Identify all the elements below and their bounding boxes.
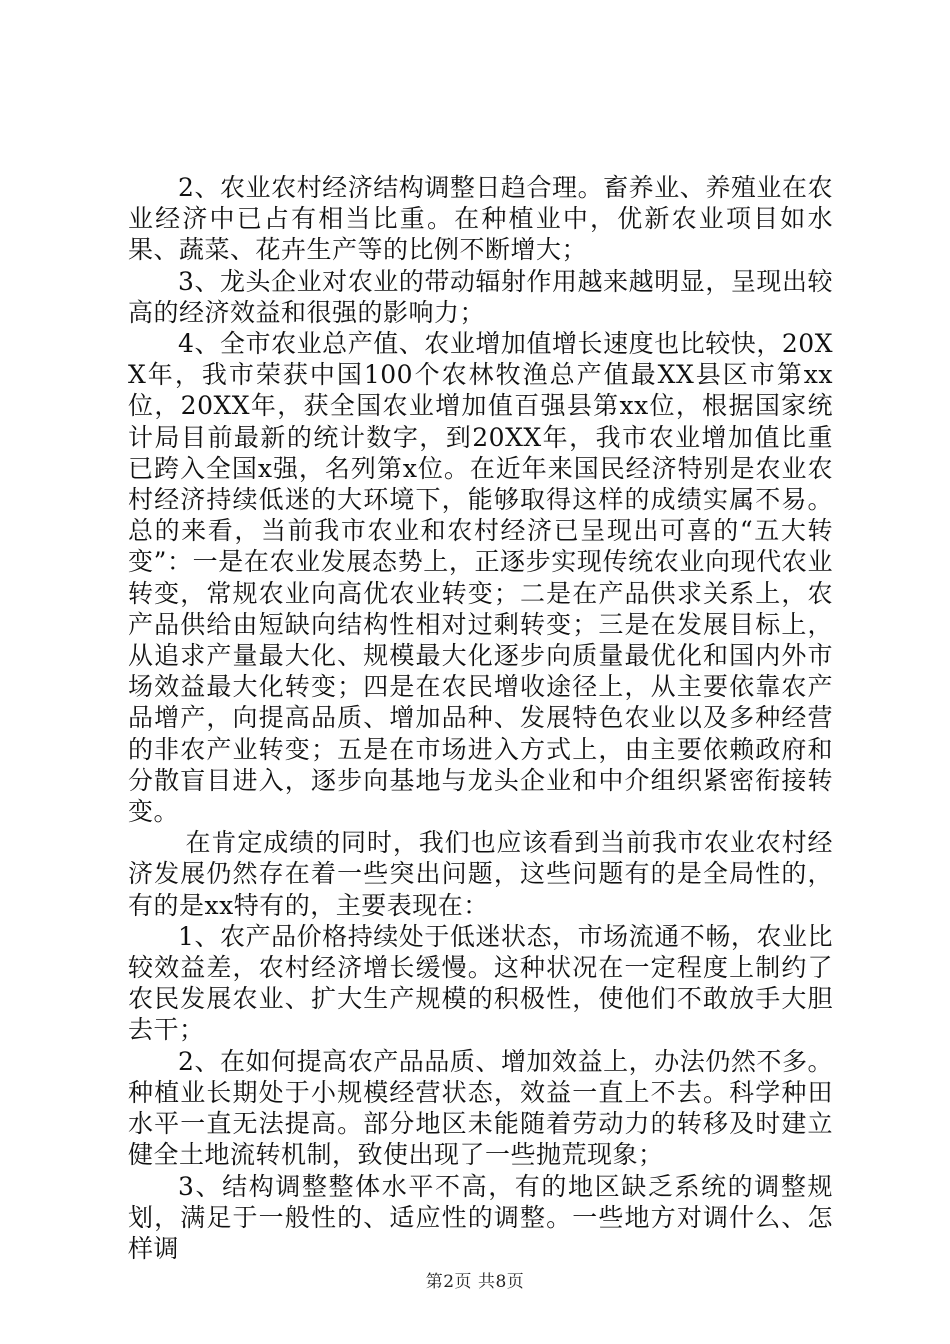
paragraph-problem-prices: 1、农产品价格持续处于低迷状态，市场流通不畅，农业比较效益差，农村经济增长缓慢。这种状况在一定程度上制约了农民发展农业、扩大生产规模的积极性，使他们不敢放手大胆去干； <box>128 921 833 1045</box>
paragraph-problems-intro: 在肯定成绩的同时，我们也应该看到当前我市农业农村经济发展仍然存在着一些突出问题，这些问题有的是全局性的，有的是xx特有的，主要表现在： <box>128 828 833 920</box>
paragraph-problem-structure: 3、结构调整整体水平不高，有的地区缺乏系统的调整规划，满足于一般性的、适应性的调整。一些地方对调什么、怎样调 <box>128 1171 833 1263</box>
paragraph-problem-quality: 2、在如何提高农产品品质、增加效益上，办法仍然不多。种植业长期处于小规模经营状态，效益一直上不去。科学种田水平一直无法提高。部分地区未能随着劳动力的转移及时建立健全土地流转机制，致使出现了一些抛荒现象； <box>128 1046 833 1170</box>
document-body <box>128 172 833 1264</box>
page-footer: 第2页 共8页 <box>425 1272 525 1292</box>
paragraph-leading-enterprises: 3、龙头企业对农业的带动辐射作用越来越明显，呈现出较高的经济效益和很强的影响力； <box>128 266 833 327</box>
paragraph-structure-adjustment: 2、农业农村经济结构调整日趋合理。畜养业、养殖业在农业经济中已占有相当比重。在种植业中，优新农业项目如水果、蔬菜、花卉生产等的比例不断增大； <box>128 173 833 265</box>
paragraph-output-growth: 4、全市农业总产值、农业增加值增长速度也比较快，20XX年，我市荣获中国100个农林牧渔总产值最XX县区市第xx位，20XX年，获全国农业增加值百强县第xx位，根据国家统计局目前最新的统计数字，到20XX年，我市农业增加值比重已跨入全国x强，名列第x位。在近年来国民经济特别是农业农村经济持续低迷的大环境下，能够取得这样的成绩实属不易。总的来看，当前我市农业和农村经济已呈现出可喜的“五大转变”：一是在农业发展态势上，正逐步实现传统农业向现代农业转变，常规农业向高优农业转变；二是在产品供求关系上，农产品供给由短缺向结构性相对过剩转变；三是在发展目标上，从追求产量最大化、规模最大化逐步向质量最优化和国内外市场效益最大化转变；四是在农民增收途径上，从主要依靠农产品增产，向提高品质、增加品种、发展特色农业以及多种经营的非农产业转变；五是在市场进入方式上，由主要依赖政府和分散盲目进入，逐步向基地与龙头企业和中介组织紧密衔接转变。 <box>128 329 833 827</box>
